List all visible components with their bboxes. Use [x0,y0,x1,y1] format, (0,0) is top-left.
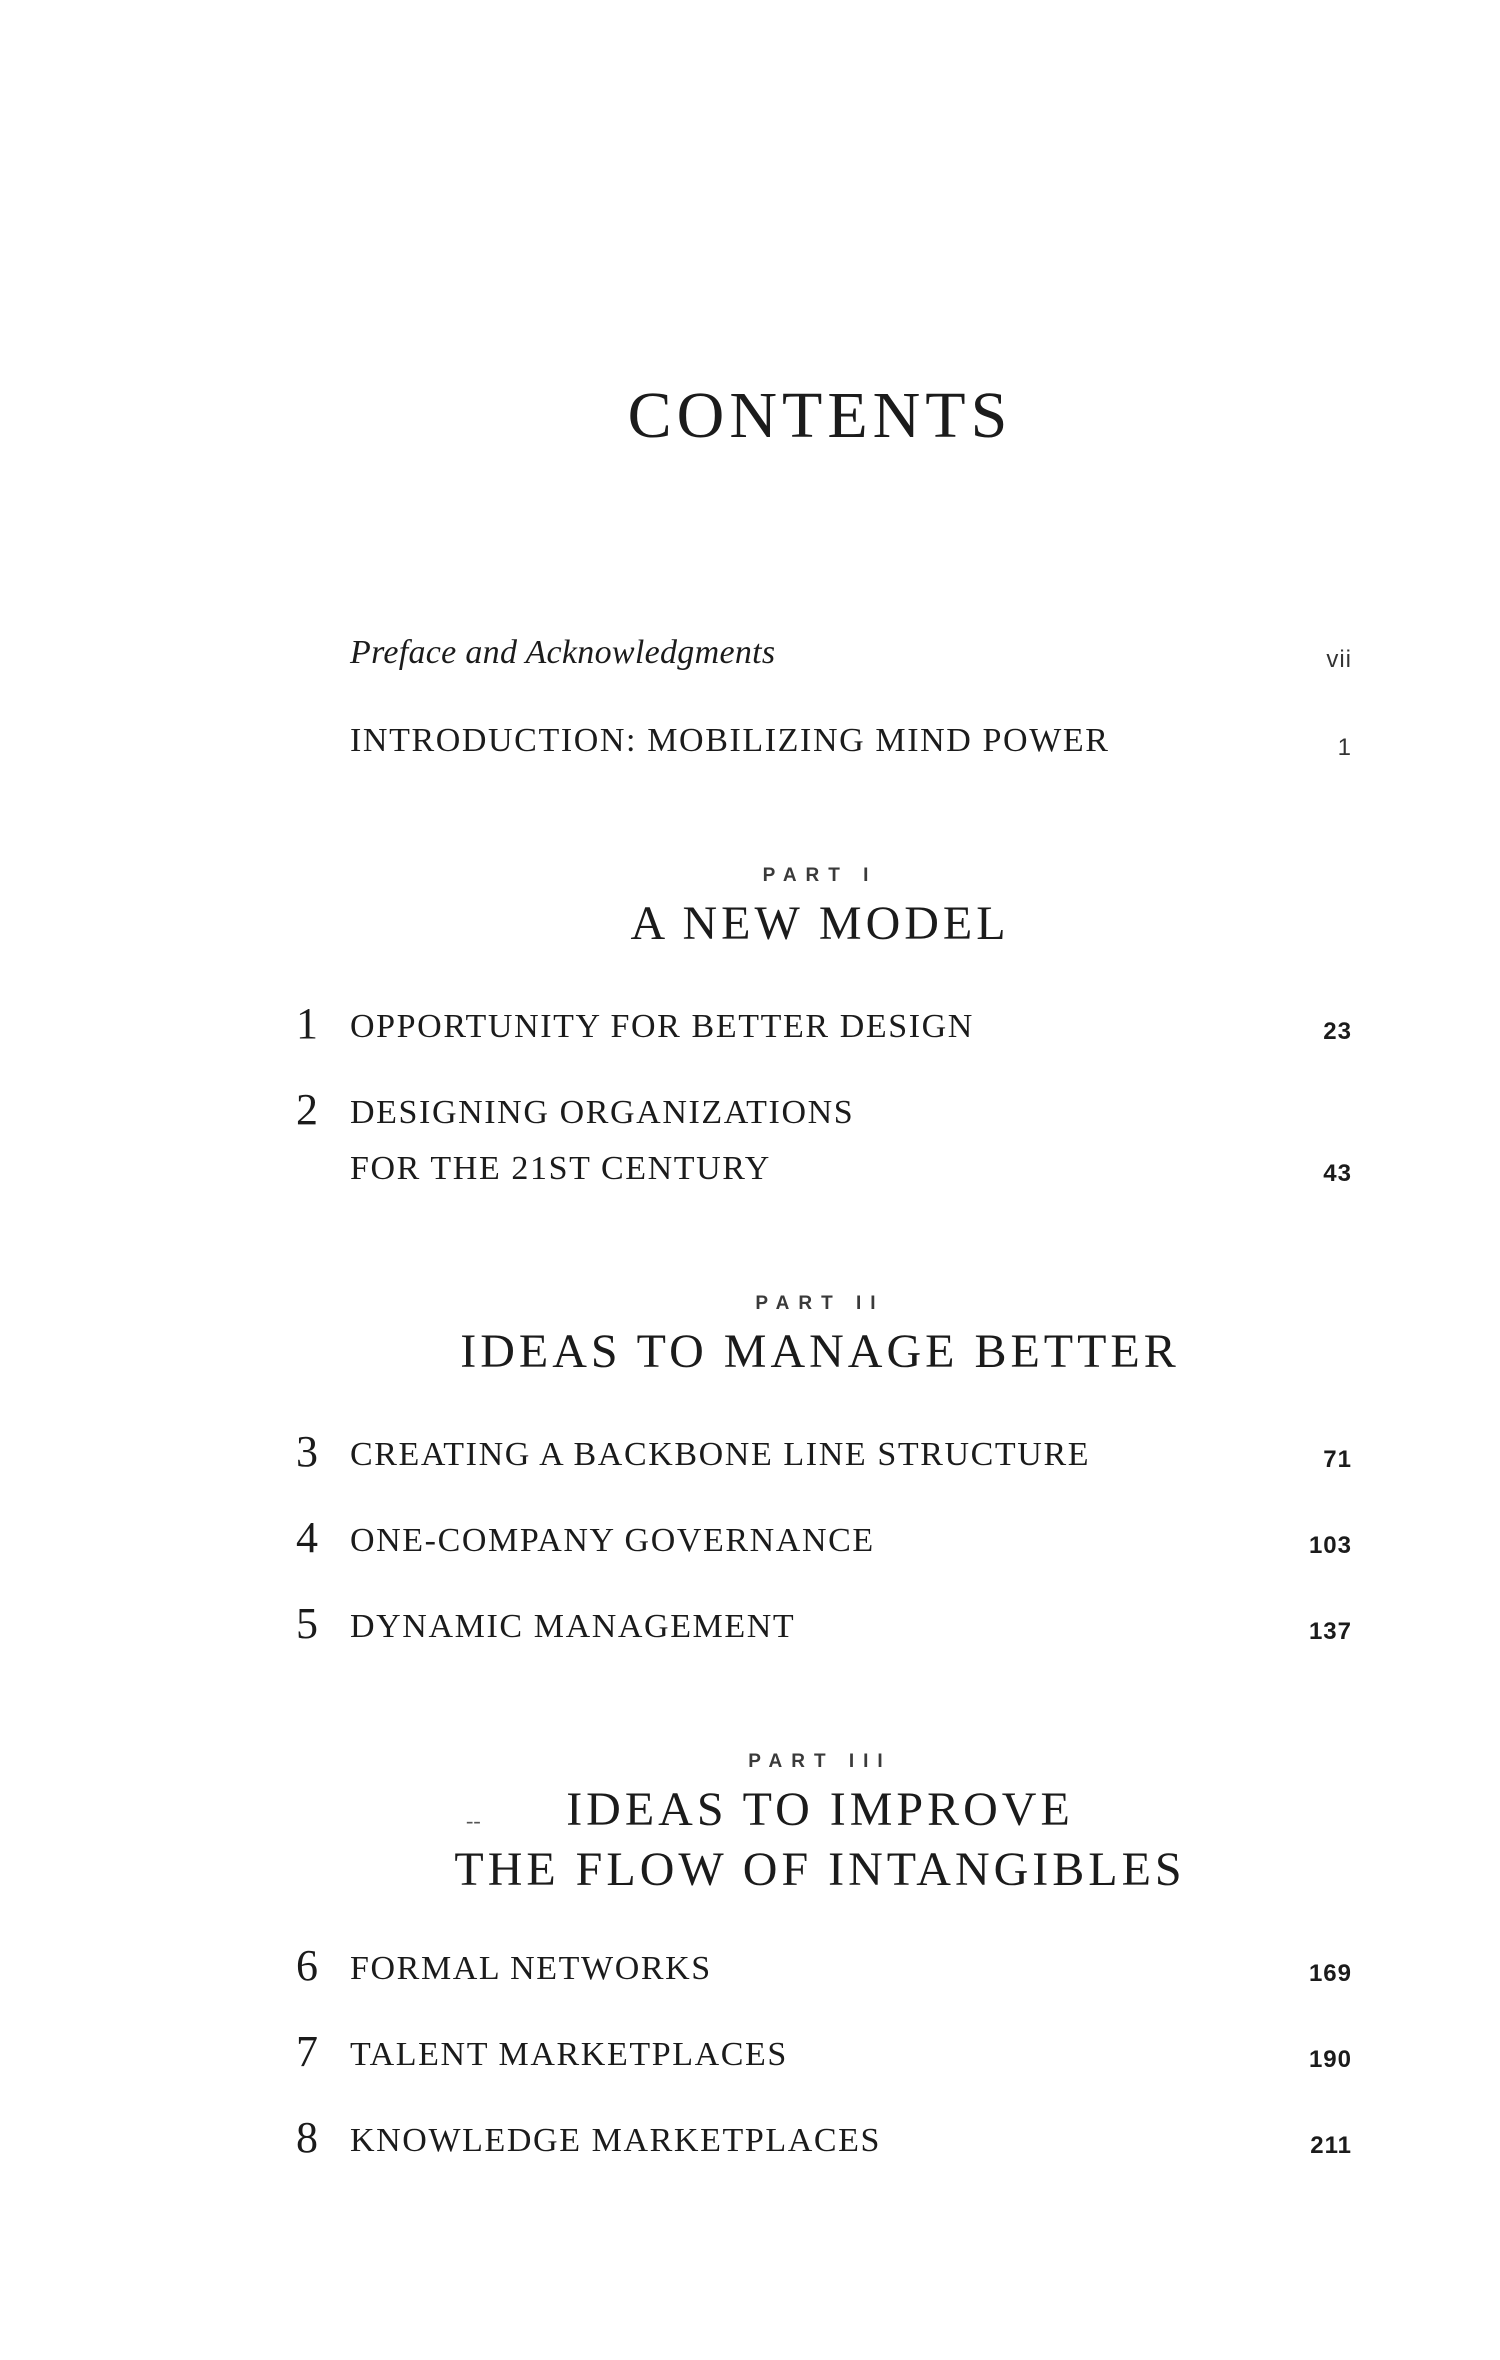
chapter-number: 1 [296,999,318,1048]
part-title: A NEW MODEL [630,897,1010,950]
entry-page-number: 190 [1308,2046,1352,2073]
entry-label: Preface and Acknowledgments [350,634,776,671]
entry-page-number: 211 [1310,2132,1352,2159]
part-kicker: PART I [762,865,878,886]
chapter-number: 4 [296,1513,318,1562]
page-title: CONTENTS [627,379,1013,452]
entry-page-number: 43 [1323,1160,1352,1187]
chapter-number: 8 [296,2113,318,2162]
entry-label: INTRODUCTION: MOBILIZING MIND POWER [350,722,1110,759]
entry-page-number: 169 [1308,1960,1352,1987]
part-kicker: PART III [748,1751,892,1772]
chapter-number: 7 [296,2027,318,2076]
part-title-continued: THE FLOW OF INTANGIBLES [454,1843,1186,1896]
entry-label: FORMAL NETWORKS [350,1950,712,1987]
chapter-number: 3 [296,1427,318,1476]
entry-page-number: 137 [1308,1618,1352,1645]
chapter-number: 2 [296,1085,318,1134]
entry-label: TALENT MARKETPLACES [350,2036,788,2073]
entry-label: OPPORTUNITY FOR BETTER DESIGN [350,1008,974,1045]
chapter-number: 6 [296,1941,318,1990]
entry-label: CREATING A BACKBONE LINE STRUCTURE [350,1436,1091,1473]
entry-page-number: 1 [1337,734,1352,761]
part-title: IDEAS TO IMPROVE [566,1783,1074,1836]
stray-mark: -- [466,1808,481,1833]
entry-label: DESIGNING ORGANIZATIONS [350,1094,855,1131]
entry-label: ONE-COMPANY GOVERNANCE [350,1522,875,1559]
part-title: IDEAS TO MANAGE BETTER [460,1325,1180,1378]
entry-page-number: 71 [1323,1446,1352,1473]
entry-page-number: vii [1326,646,1352,673]
part-kicker: PART II [755,1293,885,1314]
entry-label-continued: FOR THE 21ST CENTURY [350,1150,771,1187]
entry-label: DYNAMIC MANAGEMENT [350,1608,796,1645]
entry-page-number: 103 [1308,1532,1352,1559]
chapter-number: 5 [296,1599,318,1648]
entry-page-number: 23 [1323,1018,1352,1045]
entry-label: KNOWLEDGE MARKETPLACES [350,2122,882,2159]
